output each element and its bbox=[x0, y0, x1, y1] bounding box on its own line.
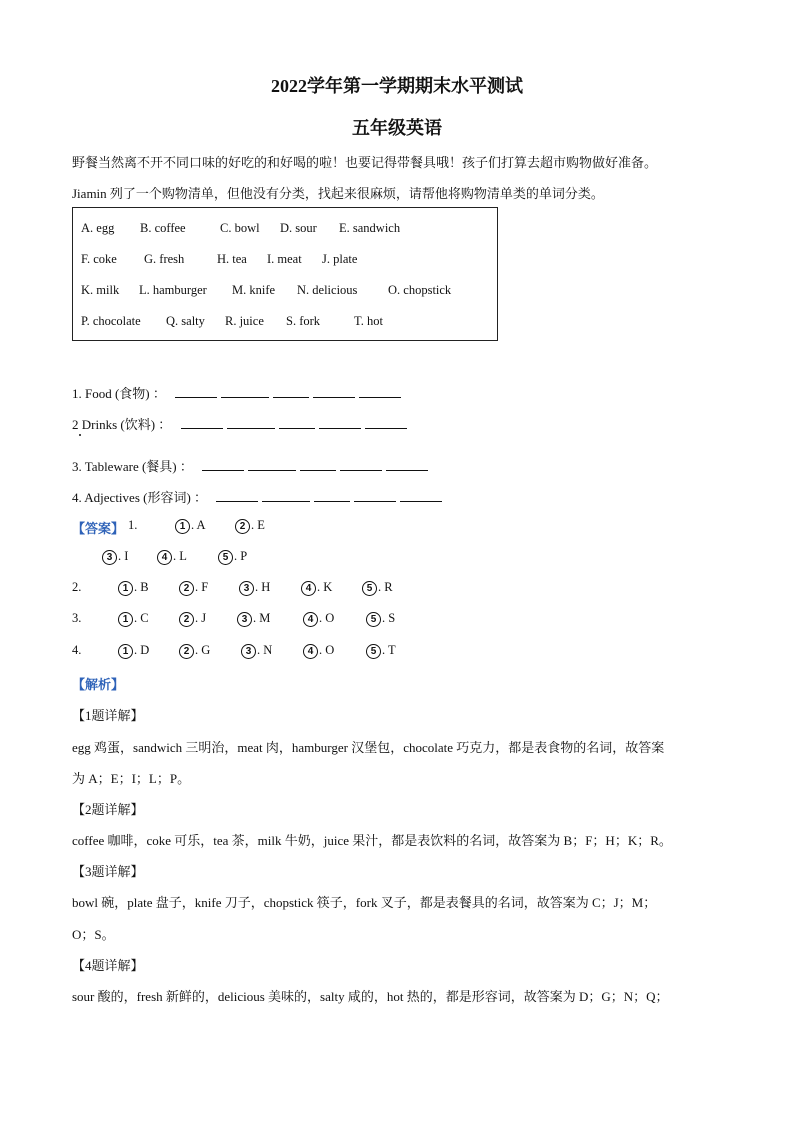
circled-number: 5 bbox=[366, 644, 381, 659]
question-food bbox=[72, 383, 405, 402]
answer-blank[interactable] bbox=[314, 490, 350, 502]
answer-item bbox=[301, 580, 332, 596]
circled-number: 3 bbox=[239, 581, 254, 596]
answer-letter: . S bbox=[382, 611, 396, 625]
answer-item bbox=[237, 611, 270, 627]
answer-number: 3. bbox=[72, 611, 82, 625]
circled-number: 4 bbox=[303, 644, 318, 659]
answer-letter: . K bbox=[317, 580, 333, 594]
question-label: 4. Adjectives (形容词) ： bbox=[72, 490, 208, 505]
intro-line-1: 野餐当然离不开不同口味的好吃的和好喝的啦！也要记得带餐具哦！孩子们打算去超市购物做好准备。 bbox=[72, 155, 658, 170]
question-label: 3. Tableware (餐具) ： bbox=[72, 459, 193, 474]
analysis-line: coffee 咖啡，coke 可乐，tea 茶，milk 牛奶，juice 果汁，都是表饮料的名词，故答案为 B；F；H；K；R。 bbox=[72, 833, 672, 848]
word-item: T. hot bbox=[354, 314, 383, 328]
answer-item bbox=[118, 643, 149, 659]
word-item: N. delicious bbox=[297, 283, 358, 297]
answer-item bbox=[366, 611, 395, 627]
circled-number: 2 bbox=[179, 612, 194, 627]
answer-letter: . O bbox=[319, 611, 335, 625]
answer-item bbox=[303, 643, 334, 659]
word-item: C. bowl bbox=[220, 221, 260, 235]
analysis-line: bowl 碗，plate 盘子，knife 刀子，chopstick 筷子，fork 叉子，都是表餐具的名词，故答案为 C；J；M； bbox=[72, 895, 657, 910]
circled-number: 5 bbox=[218, 550, 233, 565]
circled-number: 4 bbox=[301, 581, 316, 596]
word-item: H. tea bbox=[217, 252, 247, 266]
answer-letter: . H bbox=[255, 580, 271, 594]
word-item: B. coffee bbox=[140, 221, 186, 235]
answer-item bbox=[366, 643, 396, 659]
answer-number: 2. bbox=[72, 580, 82, 594]
stray-dot bbox=[79, 434, 81, 436]
analysis-line: sour 酸的，fresh 新鲜的，delicious 美味的，salty 咸的，hot 热的，都是形容词，故答案为 D；G；N；Q； bbox=[72, 989, 669, 1004]
circled-number: 2 bbox=[179, 644, 194, 659]
circled-number: 1 bbox=[118, 612, 133, 627]
answer-letter: . D bbox=[134, 643, 150, 657]
circled-number: 4 bbox=[303, 612, 318, 627]
circled-number: 2 bbox=[179, 581, 194, 596]
word-item: M. knife bbox=[232, 283, 276, 297]
answer-blank[interactable] bbox=[365, 417, 407, 429]
answer-item bbox=[239, 580, 270, 596]
answer-blank[interactable] bbox=[313, 386, 355, 398]
word-item: P. chocolate bbox=[81, 314, 141, 328]
answer-item bbox=[175, 518, 206, 534]
answer-blank[interactable] bbox=[319, 417, 361, 429]
analysis-line: egg 鸡蛋，sandwich 三明治，meat 肉，hamburger 汉堡包，chocolate 巧克力，都是表食物的名词，故答案 bbox=[72, 740, 665, 755]
circled-number: 5 bbox=[366, 612, 381, 627]
page-title: 2022学年第一学期期末水平测试 bbox=[271, 76, 523, 96]
analysis-heading: 【1题详解】 bbox=[72, 708, 144, 723]
answer-letter: . M bbox=[253, 611, 271, 625]
answer-blank[interactable] bbox=[262, 490, 310, 502]
answer-item bbox=[118, 580, 149, 596]
answer-item bbox=[179, 611, 206, 627]
answer-blank[interactable] bbox=[227, 417, 275, 429]
word-item: K. milk bbox=[81, 283, 120, 297]
answer-blank[interactable] bbox=[216, 490, 258, 502]
answer-letter: . O bbox=[319, 643, 335, 657]
circled-number: 1 bbox=[118, 581, 133, 596]
circled-number: 3 bbox=[237, 612, 252, 627]
word-item: D. sour bbox=[280, 221, 317, 235]
question-adjectives bbox=[72, 487, 446, 506]
answer-letter: . L bbox=[173, 549, 187, 563]
answer-blank[interactable] bbox=[248, 459, 296, 471]
answer-blank[interactable] bbox=[340, 459, 382, 471]
word-item: G. fresh bbox=[144, 252, 185, 266]
answer-item bbox=[179, 580, 208, 596]
answer-blank[interactable] bbox=[300, 459, 336, 471]
answer-blank[interactable] bbox=[400, 490, 442, 502]
answer-letter: . I bbox=[118, 549, 129, 563]
circled-number: 5 bbox=[362, 581, 377, 596]
intro-line-2: Jiamin 列了一个购物清单，但他没有分类，找起来很麻烦，请帮他将购物清单类的单词分类。 bbox=[72, 186, 604, 201]
answer-letter: . J bbox=[195, 611, 207, 625]
answer-blank[interactable] bbox=[175, 386, 217, 398]
answer-item bbox=[102, 549, 128, 565]
answer-blank[interactable] bbox=[202, 459, 244, 471]
answer-letter: . T bbox=[382, 643, 396, 657]
answer-letter: . E bbox=[251, 518, 265, 532]
analysis-line: O；S。 bbox=[72, 927, 115, 942]
answer-item bbox=[157, 549, 187, 565]
word-item: S. fork bbox=[286, 314, 321, 328]
answer-letter: . P bbox=[234, 549, 248, 563]
answer-item bbox=[179, 643, 210, 659]
answer-blank[interactable] bbox=[273, 386, 309, 398]
circled-number: 4 bbox=[157, 550, 172, 565]
word-item: A. egg bbox=[81, 221, 115, 235]
answer-letter: . F bbox=[195, 580, 209, 594]
word-item: J. plate bbox=[322, 252, 358, 266]
answer-item bbox=[303, 611, 334, 627]
circled-number: 3 bbox=[102, 550, 117, 565]
page-subtitle: 五年级英语 bbox=[352, 118, 442, 138]
word-list-box bbox=[72, 207, 498, 341]
word-item: L. hamburger bbox=[139, 283, 207, 297]
answer-blank[interactable] bbox=[386, 459, 428, 471]
answer-tag: 【答案】 bbox=[72, 521, 125, 536]
answer-number: 4. bbox=[72, 643, 82, 657]
word-item: F. coke bbox=[81, 252, 117, 266]
answer-blank[interactable] bbox=[181, 417, 223, 429]
answer-letter: . B bbox=[134, 580, 149, 594]
answer-letter: . G bbox=[195, 643, 211, 657]
answer-blank[interactable] bbox=[221, 386, 269, 398]
circled-number: 1 bbox=[118, 644, 133, 659]
question-label: 1. Food (食物) ： bbox=[72, 386, 166, 401]
circled-number: 3 bbox=[241, 644, 256, 659]
analysis-line: 为 A；E；I；L；P。 bbox=[72, 771, 191, 786]
word-item: Q. salty bbox=[166, 314, 205, 328]
word-item: I. meat bbox=[267, 252, 302, 266]
answer-item bbox=[118, 611, 149, 627]
word-item: O. chopstick bbox=[388, 283, 452, 297]
answer-number: 1. bbox=[128, 518, 138, 532]
answer-letter: . A bbox=[191, 518, 206, 532]
question-tableware bbox=[72, 456, 432, 475]
word-item: E. sandwich bbox=[339, 221, 401, 235]
question-drinks bbox=[72, 414, 411, 433]
answer-item bbox=[362, 580, 393, 596]
answer-letter: . N bbox=[257, 643, 273, 657]
answer-blank[interactable] bbox=[354, 490, 396, 502]
answer-letter: . R bbox=[378, 580, 393, 594]
answer-letter: . C bbox=[134, 611, 149, 625]
circled-number: 2 bbox=[235, 519, 250, 534]
answer-item bbox=[218, 549, 247, 565]
analysis-tag: 【解析】 bbox=[72, 677, 125, 692]
circled-number: 1 bbox=[175, 519, 190, 534]
word-item: R. juice bbox=[225, 314, 264, 328]
answer-blank[interactable] bbox=[359, 386, 401, 398]
answer-item bbox=[241, 643, 272, 659]
analysis-heading: 【3题详解】 bbox=[72, 864, 144, 879]
question-label: 2 Drinks (饮料) ： bbox=[72, 417, 172, 432]
answer-blank[interactable] bbox=[279, 417, 315, 429]
answer-item bbox=[235, 518, 265, 534]
analysis-heading: 【2题详解】 bbox=[72, 802, 144, 817]
analysis-heading: 【4题详解】 bbox=[72, 958, 144, 973]
